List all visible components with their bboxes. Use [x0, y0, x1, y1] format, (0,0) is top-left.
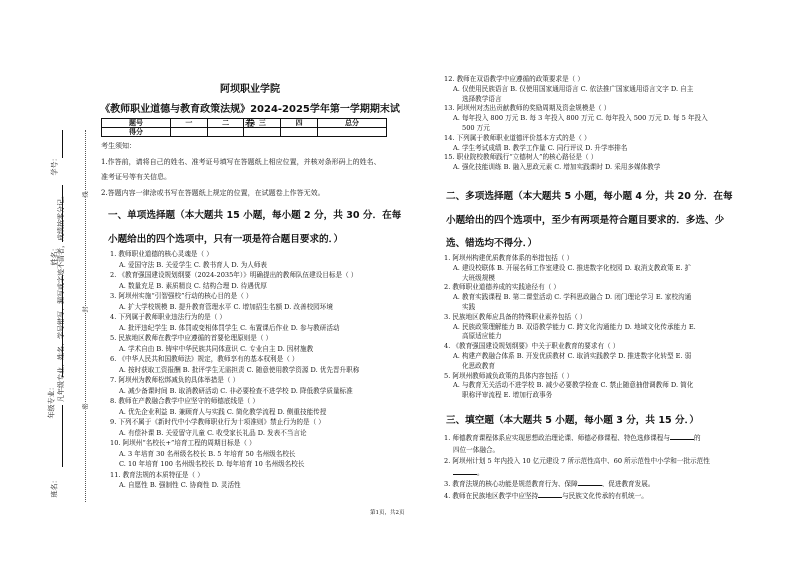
score-table-header-row [102, 119, 387, 128]
question [444, 134, 729, 154]
notice-title: 考生须知： [101, 142, 136, 150]
fill-item-cont: 四位一体融合。 [453, 445, 500, 454]
score-table [101, 118, 387, 137]
fill-text: 3. 教育法规的核心功能是规范教育行为、保障 [444, 480, 578, 489]
section2-heading-line: 选、错选均不得分．） [446, 238, 538, 249]
binding-instruction: 凡年级专业、姓名、学号错写、漏写或字迹不清者，成绩按零分记。 [57, 192, 65, 402]
section3-items [444, 433, 729, 503]
question [110, 249, 410, 270]
question-stem: 5. 民族地区教师在教学中应遵循的首要伦理原则是（ ） [110, 334, 273, 342]
question-options: A. 批评违纪学生 B. 体罚或变相体罚学生 C. 布置课后作业 D. 参与教研活动 [119, 323, 340, 332]
question [444, 283, 729, 312]
question-stem: 8. 教师在产教融合教学中应坚守的师德底线是（ ） [110, 397, 259, 405]
fill-blank[interactable] [453, 474, 477, 475]
question-options: A. 与教育无关活动不进学校 B. 减少必要教学检查 C. 禁止随意抽借调教师 D. 简化 [453, 381, 694, 390]
question-stem: 13. 阿坝州对杰出贡献教师的奖励周期及资金规模是（ ） [444, 104, 611, 113]
question [444, 372, 729, 401]
exam-title: 《教师职业道德与教育政策法规》2024-2025学年第一学期期末试卷 [100, 104, 400, 130]
question-options-cont: 选择教学语言 [462, 94, 502, 103]
question-options: C. 10 年培育 100 名州级名校长 D. 每年培育 10 名州级名校长 [119, 460, 305, 468]
question-options: A. 按时获取工资报酬 B. 批评学生无需担责 C. 随意使用教学资源 D. 优先晋升职称 [119, 365, 360, 374]
question-options: A. 减少备课时间 B. 取消教研活动 C. 非必要检查不进学校 D. 降低教学质量标准 [119, 386, 353, 395]
score-header: 二 [207, 119, 244, 128]
question-options-cont: 高原适应能力 [462, 332, 502, 341]
question-stem: 1. 教师职业道德的核心灵魂是（ ） [110, 250, 213, 258]
question-options: A. 教育实践课程 B. 第二课堂活动 C. 学科思政融合 D. 闭门理论学习 E. 家校沟通 [453, 293, 692, 302]
question-options-cont: 大班级规模 [462, 273, 495, 282]
fill-text: 的 [693, 434, 701, 442]
question-stem: 2. 《教育强国建设规划纲要（2024-2035年）》明确提出的教师队伍建设目标是（ ） [110, 271, 358, 279]
question-stem: 5. 阿坝州教师减负政策的具体内容包括（ ） [444, 371, 574, 380]
question-options: A. 数量充足 B. 素质精良 C. 结构合理 D. 待遇优厚 [119, 281, 268, 290]
section2-heading-line: 小题给出的四个选项中，至少有两项是符合题目要求的．多选、少 [446, 214, 725, 226]
fill-text: 2. 阿坝州计划 5 年内投入 10 亿元建设 7 所示范性高中、60 所示范性中小学和一批示范性 [444, 457, 710, 466]
score-cell [207, 128, 244, 137]
section3-heading: 三、填空题（本大题共 5 小题，每小题 3 分，共 15 分．） [446, 415, 700, 426]
score-header: 题号 [102, 119, 171, 128]
question-stem: 14. 下列属于教师职业道德评价基本方式的是（ ） [444, 133, 591, 142]
section2-heading-line: 二、多项选择题（本大题共 5 小题，每小题 4 分，共 20 分．在每 [446, 191, 733, 202]
fill-blank[interactable] [578, 485, 602, 486]
class-label: 班名： [50, 476, 59, 498]
section2-questions [444, 254, 729, 401]
question-stem: 2. 教师职业道德养成的实践途径有（ ） [444, 283, 560, 292]
question [444, 342, 729, 371]
score-cell [170, 128, 207, 137]
section1-heading-line: 小题给出的四个选项中，只有一项是符合题目要求的．） [108, 233, 344, 245]
question [110, 438, 410, 470]
question-options: A. 3 年培育 30 名州级名校长 B. 5 年培育 50 名州级名校长 [119, 449, 296, 458]
question-stem: 1. 阿坝州构建优质教育体系的举措包括（ ） [444, 254, 574, 262]
section1-questions [110, 249, 410, 491]
score-cell [244, 128, 281, 137]
school-name: 阿坝职业学院 [220, 84, 280, 95]
question [444, 153, 729, 173]
notice-line: 1.作答前，请将自己的姓名、准考证号填写在答题纸上相应位置，并核对条形码上的姓名、 [101, 157, 381, 166]
question [110, 375, 410, 396]
section1-questions-continued [444, 75, 729, 173]
question-options-cont: 500 万元 [462, 123, 490, 132]
notice-line: 准考证号等有关信息。 [101, 173, 171, 181]
question-options: A. 优先企业利益 B. 兼顾育人与实践 C. 简化教学流程 D. 侧重技能传授 [119, 407, 327, 416]
notice-line: 2.答题内容一律涂或书写在答题纸上规定的位置，在试题卷上作答无效。 [101, 188, 325, 197]
question-options-cont: 化思政教育 [462, 361, 495, 370]
question-options: A. 扩大学校规模 B. 提升教育管理水平 C. 增加招生名额 D. 改善校园环境 [119, 302, 333, 311]
question-stem: 12. 教师在双语教学中应遵循的政策要求是（ ） [444, 75, 584, 83]
question [110, 470, 410, 491]
question-stem: 6. 《中华人民共和国教师法》规定，教师享有的基本权利是（ ） [110, 355, 299, 363]
fill-item [444, 456, 729, 468]
question [110, 354, 410, 375]
question [110, 312, 410, 333]
question-options: A. 爱国守法 B. 关爱学生 C. 教书育人 D. 为人师表 [119, 260, 268, 269]
score-table-row [102, 128, 387, 137]
student-id-label: 学号： [50, 154, 59, 176]
question-options: A. 自愿性 B. 强制性 C. 协商性 D. 灵活性 [119, 481, 241, 489]
question-stem: 9. 下列不属于《新时代中小学教师职业行为十项准则》禁止行为的是（ ） [110, 418, 325, 426]
fill-item [444, 433, 729, 445]
seal-char: 线 [82, 191, 90, 198]
question-stem: 4. 下列属于教师职业违法行为的是（ ） [110, 313, 226, 321]
fill-blank[interactable] [670, 439, 694, 440]
class-line [62, 405, 63, 467]
seal-dotted-line [85, 130, 86, 502]
seal-char: 封 [82, 306, 90, 313]
score-cell [281, 128, 318, 137]
question [110, 291, 410, 312]
fill-text: 1. 师德教育课程体系应实现思想政治理论课、师德必修课程、特色选修课程与 [444, 434, 670, 442]
score-header: 一 [170, 119, 207, 128]
fill-text: 4. 教师在民族地区教学中应坚持 [444, 491, 539, 500]
question [444, 254, 729, 283]
question-options-cont: 实践 [462, 302, 476, 311]
question-options: A. 民族政策理解能力 B. 双语教学能力 C. 跨文化沟通能力 D. 地域文化传承能力 E. [453, 322, 696, 331]
question-stem: 11. 教育法规的本质特征是（ ） [110, 470, 204, 479]
question-stem: 15. 职业院校教师践行“立德树人”的核心路径是（ ） [444, 153, 598, 162]
section2-heading [446, 185, 736, 256]
fill-item [444, 479, 729, 491]
question-options: A. 每年投入 800 万元 B. 每 3 年投入 800 万元 C. 每年投入 500 万元 D. 每 5 年投入 [453, 114, 708, 123]
student-id-line [62, 130, 63, 158]
fill-item [444, 491, 729, 503]
fill-blank[interactable] [538, 497, 562, 498]
question-stem: 7. 阿坝州为教师松绑减负的具体举措是（ ） [110, 376, 240, 384]
question-options: A. 构建产教融合体系 B. 开发优质教材 C. 取消实践教学 D. 推进数字化转型 E. 弱 [453, 351, 692, 360]
question-stem: 3. 阿坝州实施“引智强校”行动的核心目的是（ ） [110, 292, 253, 300]
question-options: A. 建设校联体 B. 开展名师工作室建设 C. 推进数字化校园 D. 取消支教政策 E. 扩 [453, 263, 692, 272]
section1-heading [108, 204, 413, 251]
question-options: A. 有偿补课 B. 关爱留守儿童 C. 收受家长礼品 D. 发表不当言论 [119, 428, 307, 437]
major-label: 年级专业： [47, 383, 56, 419]
question-options: A. 学术自由 B. 铸牢中华民族共同体意识 C. 专业自主 D. 因材施教 [119, 344, 314, 353]
question-stem: 10. 阿坝州“名校长+”培育工程的周期目标是（ ） [110, 439, 256, 447]
question [110, 333, 410, 354]
question [444, 104, 729, 133]
question-stem: 4. 《教育强国建设规划纲要》中关于职业教育的要求有（ ） [444, 342, 620, 351]
question [444, 75, 729, 104]
exam-notice [101, 139, 411, 201]
question-options: A. 学生考试成绩 B. 教学工作量 C. 同行评议 D. 升学率排名 [453, 143, 628, 152]
page-number: 第1页，共2页 [370, 510, 405, 516]
seal-char: 密 [82, 403, 90, 410]
score-header: 总分 [318, 119, 387, 128]
score-cell [318, 128, 387, 137]
score-row-label: 得分 [102, 128, 171, 137]
name-label: 姓名： [50, 244, 59, 266]
question-options: A. 强化技能训练 B. 融入思政元素 C. 增加实践课时 D. 采用多媒体教学 [453, 163, 661, 172]
fill-text: 、促进教育发展。 [601, 480, 655, 489]
question [110, 417, 410, 438]
score-header: 四 [281, 119, 318, 128]
section1-heading-line: 一、单项选择题（本大题共 15 小题，每小题 2 分，共 30 分．在每 [108, 210, 402, 221]
question [110, 396, 410, 417]
question-stem: 3. 民族地区教师应具备的特殊职业素养包括（ ） [444, 312, 587, 321]
fill-text: 与民族文化传承的有机统一。 [562, 491, 648, 500]
question [444, 313, 729, 342]
question [110, 270, 410, 291]
fill-item-cont [444, 468, 729, 480]
fill-text: 。 [477, 468, 484, 477]
question-options: A. 仅使用民族语言 B. 仅使用国家通用语言 C. 依法推广国家通用语言文字 D. 自主 [453, 84, 694, 93]
question-options-cont: 职称评审流程 E. 增加行政事务 [462, 391, 553, 400]
score-header: 三 [244, 119, 281, 128]
